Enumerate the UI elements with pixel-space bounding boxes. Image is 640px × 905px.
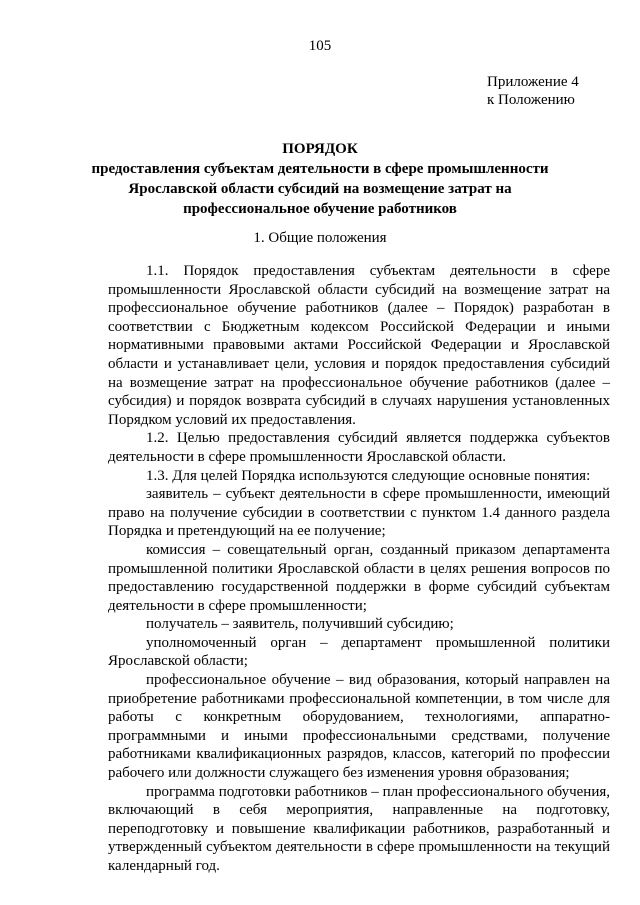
body-text (108, 262, 610, 876)
title-line-3: Ярославской области субсидий на возмещение затрат на (128, 181, 512, 197)
definition-authorized-body: уполномоченный орган – департамент промышленной политики Ярославской области; (108, 634, 610, 670)
definition-professional-training: профессиональное обучение – вид образования, который направлен на приобретение работниками профессиональной компетенции, в том числе для работы с конкретным оборудованием, технологиями, аппаратно-программными и иными профессиональными средствами, получение работниками квалификационных разрядов, классов, категорий по профессии рабочего или должности служащего без изменения уровня образования; (108, 672, 610, 782)
title-line-1: ПОРЯДОК (282, 141, 358, 157)
definition-commission: комиссия – совещательный орган, созданный приказом департамента промышленной политики Ярославской области в целях решения вопросов по предоставлению государственной поддержки в форме субсидий субъектам деятельности в сфере промышленности; (108, 541, 610, 614)
page-number: 105 (308, 38, 332, 54)
appendix-reference (487, 73, 579, 109)
paragraph-1-3: 1.3. Для целей Порядка используются следующие основные понятия: (146, 467, 591, 484)
title-line-4: профессиональное обучение работников (183, 201, 457, 217)
document-title (0, 139, 640, 219)
appendix-line-2: к Положению (487, 92, 575, 108)
section-heading: 1. Общие положения (253, 230, 387, 246)
definition-training-program: программа подготовки работников – план профессионального обучения, включающий в себя мероприятия, направленные на подготовку, переподготовку и повышение квалификации работников, разработанный и утвержденный субъектом деятельности в сфере промышленности на текущий календарный год. (108, 783, 610, 874)
paragraph-1-1: 1.1. Порядок предоставления субъектам деятельности в сфере промышленности Ярославской области субсидий на возмещение затрат на профессиональное обучение работников (далее – Порядок) разработан в соответствии с Бюджетным кодексом Российской Федерации и иными нормативными правовыми актами Российской Федерации и Ярославской области и устанавливает цели, условия и порядок предоставления субсидий на возмещение затрат на профессиональное обучение работников (далее – субсидия) и порядок возврата субсидий в случаях нарушения установленных Порядком условий их предоставления. (108, 263, 610, 428)
definition-recipient: получатель – заявитель, получивший субсидию; (146, 616, 454, 633)
appendix-line-1: Приложение 4 (487, 74, 579, 90)
paragraph-1-2: 1.2. Целью предоставления субсидий является поддержка субъектов деятельности в сфере промышленности Ярославской области. (108, 430, 610, 465)
definition-applicant: заявитель – субъект деятельности в сфере промышленности, имеющий право на получение субсидии в соответствии с пунктом 1.4 данного раздела Порядка и претендующий на ее получение; (108, 486, 610, 540)
title-line-2: предоставления субъектам деятельности в сфере промышленности (91, 161, 549, 177)
